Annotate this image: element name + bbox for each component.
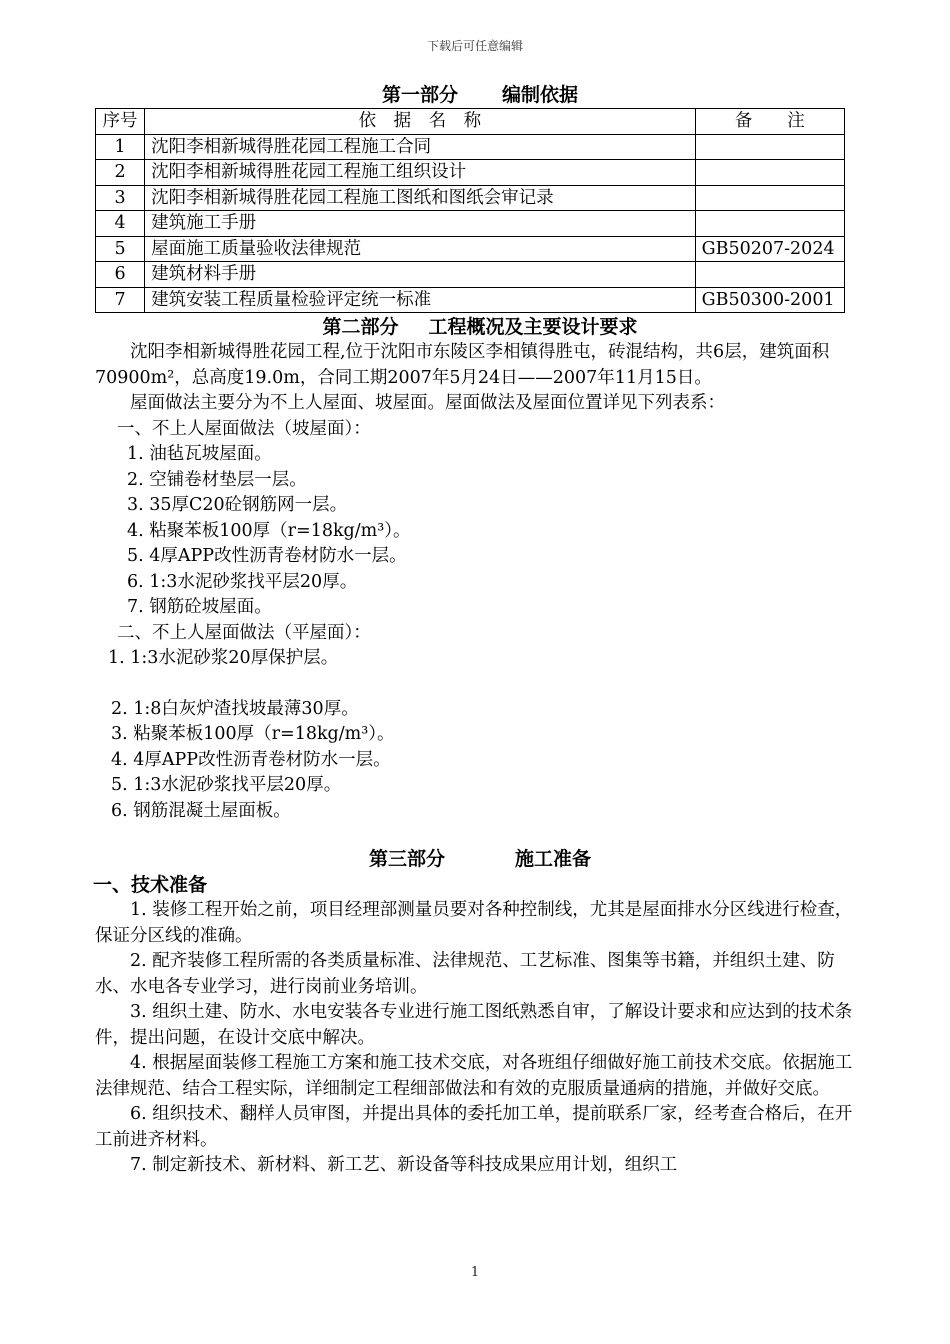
list-item: 3. 35厚C20砼钢筋网一层。	[127, 495, 348, 515]
row-remark: GB50207-2024	[695, 236, 844, 262]
row-index: 2	[96, 160, 145, 186]
document-body	[95, 80, 865, 1179]
row-index: 4	[96, 211, 145, 237]
paragraph: 6. 组织技术、翻样人员审图，并提出具体的委托加工单，提前联系厂家，经考查合格后，在开工前进齐材料。	[95, 1104, 853, 1150]
paragraph: 1. 装修工程开始之前，项目经理部测量员要对各种控制线，尤其是屋面排水分区线进行检查，保证分区线的准确。	[95, 900, 853, 946]
row-index: 5	[96, 236, 145, 262]
table-row	[96, 211, 845, 237]
row-name: 建筑施工手册	[145, 211, 696, 237]
list-item: 1. 油毡瓦坡屋面。	[127, 444, 272, 464]
part1-title-text: 编制依据	[502, 84, 579, 106]
table-row	[96, 236, 845, 262]
paragraph: 2. 配齐装修工程所需的各类质量标准、法律规范、工艺标准、图集等书籍，并组织土建、防水、水电各专业学习，进行岗前业务培训。	[95, 951, 835, 997]
row-remark	[695, 262, 844, 288]
list-item: 3. 粘聚苯板100厚（r=18kg/m³）。	[111, 724, 395, 744]
part2-title-text: 工程概况及主要设计要求	[428, 316, 638, 338]
row-index: 3	[96, 185, 145, 211]
table-row	[96, 160, 845, 186]
row-name: 沈阳李相新城得胜花园工程施工图纸和图纸会审记录	[145, 185, 696, 211]
table-row	[96, 287, 845, 313]
part3-title	[95, 846, 865, 872]
header-note: 下载后可任意编辑	[426, 39, 523, 53]
list-item: 1. 1:3水泥砂浆20厚保护层。	[108, 648, 339, 668]
row-name: 屋面施工质量验收法律规范	[145, 236, 696, 262]
list-item: 5. 4厚APP改性沥青卷材防水一层。	[127, 546, 407, 566]
list-item: 2. 1:8白灰炉渣找坡最薄30厚。	[111, 698, 359, 719]
project-overview: 沈阳李相新城得胜花园工程,位于沈阳市东陵区李相镇得胜屯，砖混结构，共6层，建筑面积70900m²，总高度19.0m，合同工期2007年5月24日——2007年11月15日。	[95, 342, 830, 388]
header-name: 依 据 名 称	[145, 109, 696, 135]
paragraph: 4. 根据屋面装修工程施工方案和施工技术交底，对各班组仔细做好施工前技术交底。依据施工法律规范、结合工程实际，详细制定工程细部做法和有效的克服质量通病的措施，并做好交底。	[95, 1053, 853, 1099]
table-row	[96, 185, 845, 211]
part2-title-number: 第二部分	[322, 316, 399, 338]
part3-title-text: 施工准备	[515, 848, 592, 870]
page-number: 1	[470, 1265, 480, 1280]
basis-table	[95, 108, 845, 313]
roof-method-sloped-heading: 一、不上人屋面做法（坡屋面）：	[117, 418, 371, 439]
row-name: 建筑安装工程质量检验评定统一标准	[145, 287, 696, 313]
roof-method-intro: 屋面做法主要分为不上人屋面、坡屋面。屋面做法及屋面位置详见下列表系：	[130, 393, 725, 413]
row-name: 建筑材料手册	[145, 262, 696, 288]
list-item: 5. 1:3水泥砂浆找平层20厚。	[111, 775, 342, 795]
list-item: 4. 4厚APP改性沥青卷材防水一层。	[111, 749, 391, 770]
header-index: 序号	[96, 109, 145, 135]
row-name: 沈阳李相新城得胜花园工程施工合同	[145, 134, 696, 160]
part1-title-number: 第一部分	[381, 84, 458, 106]
list-item: 4. 粘聚苯板100厚（r=18kg/m³）。	[127, 520, 411, 541]
part2-title	[95, 314, 865, 340]
row-name: 沈阳李相新城得胜花园工程施工组织设计	[145, 160, 696, 186]
list-item: 7. 钢筋砼坡屋面。	[127, 597, 272, 617]
table-row	[96, 134, 845, 160]
part1-title	[95, 80, 865, 108]
row-remark	[695, 134, 844, 160]
roof-method-flat-heading: 二、不上人屋面做法（平屋面）：	[117, 622, 371, 643]
row-index: 6	[96, 262, 145, 288]
part3-title-number: 第三部分	[368, 848, 445, 870]
row-remark: GB50300-2001	[695, 287, 844, 313]
list-item: 6. 1:3水泥砂浆找平层20厚。	[127, 571, 358, 592]
row-index: 1	[96, 134, 145, 160]
list-item: 2. 空铺卷材垫层一层。	[127, 469, 307, 490]
list-item: 6. 钢筋混凝土屋面板。	[111, 800, 291, 821]
paragraph: 3. 组织土建、防水、水电安装各专业进行施工图纸熟悉自审，了解设计要求和应达到的技术条件，提出问题，在设计交底中解决。	[95, 1002, 853, 1048]
row-index: 7	[96, 287, 145, 313]
row-remark	[695, 160, 844, 186]
row-remark	[695, 185, 844, 211]
header-remark: 备 注	[695, 109, 844, 135]
table-row	[96, 262, 845, 288]
section-heading-tech-prep: 一、技术准备	[93, 874, 208, 896]
row-remark	[695, 211, 844, 237]
table-header-row	[96, 109, 845, 135]
paragraph: 7. 制定新技术、新材料、新工艺、新设备等科技成果应用计划，组织工	[130, 1155, 678, 1175]
blank-line	[95, 672, 865, 697]
